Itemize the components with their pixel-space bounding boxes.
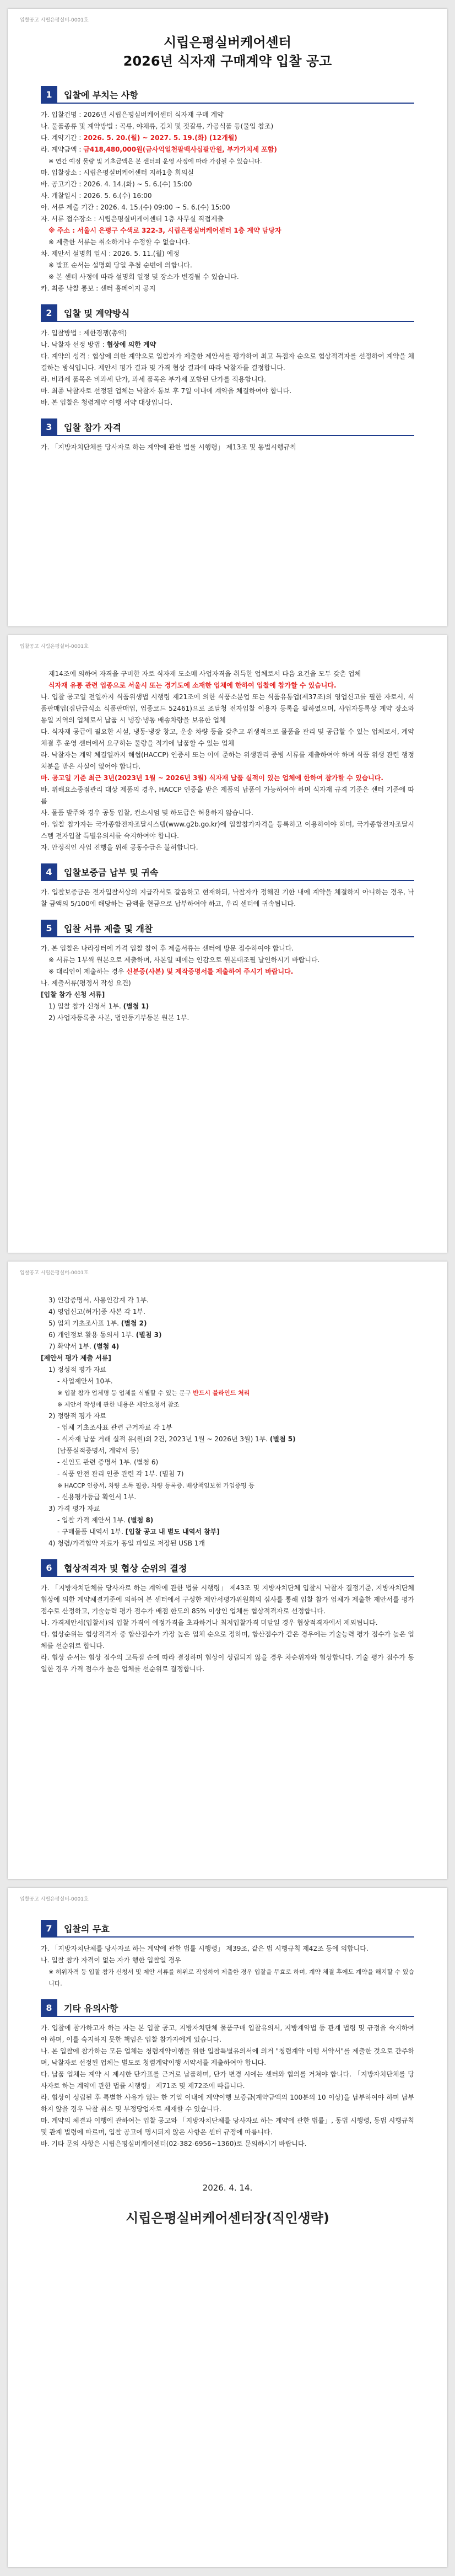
note-line: ※ 대리인이 제출하는 경우 신분증(사본) 및 제작증명서를 제출하여 주시기 바랍니다. bbox=[48, 968, 294, 975]
section-3-body bbox=[41, 442, 414, 453]
text-line: 가. 입찰건명 : 2026년 시립은평실버케어센터 식자재 구매 계약 bbox=[41, 111, 224, 119]
text-line: 가. 입찰보증금은 전자입찰서상의 지급각서로 갈음하고 현재하되, 낙찰자가 정해진 기한 내에 계약을 체결하지 아니하는 경우, 낙찰 금액의 5/100에 해당하는 금액을 현금으로 납부하여야 하고, 우리 센터에 귀속됩니다. bbox=[41, 888, 414, 908]
text-line: 가. 「지방자치단체를 당사자로 하는 계약에 관한 법률 시행령」 제43조 및 지방자치단체 입찰시 낙찰자 결정기준, 지방자치단체 협상에 의한 계약체결기준에 의하여 본 센터에서 구성한 제안서평가위원회의 심사를 통해 입찰 참가 업체가 제출한 제안서를 평가 점수로 산정하고, 기술능력 평가 점수가 배점 한도의 85% 이상인 업체를 협상적격자로 선정합니다. bbox=[41, 1584, 414, 1615]
section-7-body bbox=[41, 1943, 414, 1989]
text-line: 차. 제안서 설명회 일시 : 2026. 5. 11.(월) 예정 bbox=[41, 250, 180, 257]
section-8-head bbox=[41, 1999, 414, 2017]
text-line: 카. 최종 낙찰 통보 : 센터 홈페이지 공지 bbox=[41, 285, 156, 292]
text-line: 나. 물품종류 및 계약방법 : 곡류, 야채류, 김치 및 젓갈류, 가공식품 등(물입 참조) bbox=[41, 122, 274, 130]
section-title: 입찰의 무효 bbox=[64, 1923, 110, 1934]
text-line: 라. 계약금액 : 금418,480,000원(금사억일천팔백사십팔만원, 부가가치세 포함) bbox=[41, 146, 277, 153]
text-line: 가. 입찰방법 : 제한경쟁(총액) bbox=[41, 329, 127, 337]
text-line: 1) 정성적 평가 자료 bbox=[48, 1366, 106, 1373]
section-5-body-cont bbox=[41, 1295, 414, 1549]
text-line: 마. 입찰장소 : 시립은평실버케어센터 지하1층 회의실 bbox=[41, 169, 194, 176]
text-line: 자. 안정적인 사업 진행을 위해 공동수급은 불허합니다. bbox=[41, 844, 198, 851]
section-number: 8 bbox=[41, 1999, 57, 2016]
section-title: 입찰 서류 제출 및 개찰 bbox=[64, 923, 153, 934]
section-3-body-cont bbox=[41, 668, 414, 854]
text-line: 라. 비과세 품목은 비과세 단가, 과세 품목은 부가세 포함된 단가를 적용합니다. bbox=[41, 375, 266, 383]
page-header: 입찰공고 시립은평실버-0001호 bbox=[20, 644, 89, 650]
section-title: 입찰 참가 자격 bbox=[64, 422, 121, 433]
contract-amount: 금418,480,000원(금사억일천팔백사십팔만원, 부가가치세 포함) bbox=[83, 146, 277, 153]
text-line: [입찰 참가 신청 서류] bbox=[41, 991, 105, 999]
section-4-body bbox=[41, 887, 414, 910]
page-1 bbox=[8, 9, 447, 626]
text-line: 다. 계약기간 : 2026. 5. 20.(월) ~ 2027. 5. 19.(화) (12개월) bbox=[41, 134, 237, 142]
text-line: 가. 「지방자치단체를 당사자로 하는 계약에 관한 법률 시행령」 제13조 및 동법시행규칙 bbox=[41, 443, 296, 451]
text-line: 사. 개찰일시 : 2026. 5. 6.(수) 16:00 bbox=[41, 192, 152, 200]
text-line: 아. 입찰 참가자는 국가종합전자조달시스템(www.g2b.go.kr)에 입찰참가자격을 등록하고 이용하여야 하며, 국가종합전자조달시스템 전자입찰 특별유의서를 숙지하여야 합니다. bbox=[41, 820, 414, 840]
note-line: ※ 입찰 참가 업체명 등 업체를 식별할 수 있는 문구 반드시 블라인드 처리 bbox=[57, 1389, 250, 1397]
text-line: 자. 서류 접수장소 : 시립은평실버케어센터 1층 사무실 직접제출 bbox=[41, 215, 224, 223]
section-8-body bbox=[41, 2022, 414, 2150]
note-line: ※ 허위자격 등 입찰 참가 신청서 및 제안 서류를 허위로 작성하여 제출한 경우 입찰을 무효로 하며, 계약 체결 후에도 계약을 해지할 수 있습니다. bbox=[48, 1968, 414, 1987]
text-line: - 식품 안전 관리 인증 관련 각 1부. (별첨 7) bbox=[57, 1470, 184, 1478]
text-line: 제14조에 의하여 자격을 구비한 자로 식자재 도소매 사업자격을 취득한 업체로서 다음 요건을 모두 갖춘 업체 bbox=[48, 670, 361, 678]
text-line: 나. 본 입찰에 참가하는 모든 업체는 청렴계약이행을 위한 입찰특별유의서에 의거 "청렴계약 이행 서약서"를 제출한 것으로 간주하며, 낙찰자로 선정된 업체는 별도로 청렴계약이행 서약서를 제출하여야 합니다. bbox=[41, 2047, 414, 2067]
section-4-head bbox=[41, 863, 414, 881]
text-line: 마. 계약의 체결과 이행에 관하여는 입찰 공고와 「지방자치단체를 당사자로 하는 계약에 관한 법률」, 동법 시행령, 동법 시행규칙 및 관계 법령에 따르며, 입찰 공고에 명시되지 않은 사항은 센터 규정에 따릅니다. bbox=[41, 2117, 414, 2136]
text-line: 7) 확약서 1부. (별첨 4) bbox=[48, 1343, 120, 1350]
text-line: 다. 협상순위는 협상적격자 중 합산점수가 가장 높은 업체 순으로 정하며, 합산점수가 같은 경우에는 기술능력 평가 점수가 높은 업체를 선순위로 합니다. bbox=[41, 1630, 414, 1650]
note-line: ※ 제출한 서류는 취소하거나 수정할 수 없습니다. bbox=[48, 238, 191, 246]
section-1-body bbox=[41, 109, 414, 294]
text-line: 가. 본 입찰은 나라장터에 가격 입찰 참여 후 제출서류는 센터에 방문 접수하여야 합니다. bbox=[41, 944, 294, 952]
text-line: - 구매물품 내역서 1부. [입찰 공고 내 별도 내역서 참부] bbox=[57, 1528, 220, 1536]
text-line: 바. 본 입찰은 청렴계약 이행 서약 대상입니다. bbox=[41, 399, 173, 406]
text-line: 라. 낙찰자는 계약 체결일까지 해썹(HACCP) 인증서 또는 이에 준하는 위생관리 증빙 서류를 제출하여야 하며 식품 위생 관련 행정처분을 받은 사실이 없어야 합니다. bbox=[41, 751, 414, 770]
text-line: 라. 협상 순서는 협상 점수의 고득점 순에 따라 결정하며 협상이 성립되지 않을 경우 차순위자와 협상합니다. 기술 평가 점수가 동일한 경우 가격 점수가 높은 업체를 선순위로 결정합니다. bbox=[41, 1654, 414, 1673]
section-title: 기타 유의사항 bbox=[64, 2003, 118, 2014]
text-line: 마. 공고일 기준 최근 3년(2023년 1월 ~ 2026년 3월) 식자재 납품 실적이 있는 업체에 한하여 참가할 수 있습니다. bbox=[41, 774, 383, 782]
text-line: 바. 위해요소중점관리 대상 제품의 경우, HACCP 인증을 받은 제품의 납품이 가능하여야 하며 식자재 규격 기준은 센터 기준에 따름 bbox=[41, 786, 414, 805]
section-number: 6 bbox=[41, 1559, 57, 1576]
text-line: 2) 사업자등록증 사본, 법인등기부등본 원본 1부. bbox=[48, 1014, 189, 1022]
text-line: 라. 협상이 성립된 후 특별한 사유가 없는 한 기일 이내에 계약이행 보증금(계약금액의 100분의 10 이상)을 납부하여야 하며 납부하지 않을 경우 낙찰 취소 및 부정당업자로 제재할 수 있습니다. bbox=[41, 2094, 414, 2113]
section-title: 입찰보증금 납부 및 귀속 bbox=[64, 867, 159, 878]
text-line: (납품실적증명서, 계약서 등) bbox=[57, 1447, 139, 1455]
section-6-head bbox=[41, 1559, 414, 1577]
text-line: 마. 최종 낙찰자로 선정된 업체는 낙찰자 통보 후 7일 이내에 계약을 체결하여야 합니다. bbox=[41, 387, 292, 395]
page-header: 입찰공고 시립은평실버-0001호 bbox=[20, 18, 89, 23]
text-line: 나. 가격제안서(입찰서)의 입찰 가격이 예정가격을 초과하거나 최저입찰가격 미달일 경우 협상적격자에서 제외됩니다. bbox=[41, 1619, 378, 1627]
text-line: 바. 기타 문의 사항은 시립은평실버케어센터(02-382-6956~1360)로 문의하시기 바랍니다. bbox=[41, 2140, 307, 2148]
text-line: - 입찰 가격 제안서 1부. (별첨 8) bbox=[57, 1516, 154, 1524]
doc-title-line1: 시립은평실버케어센터 bbox=[164, 35, 291, 50]
section-number: 2 bbox=[41, 304, 57, 321]
text-line: 4) 청렴/가격협약 자료가 동일 파일로 저장된 USB 1개 bbox=[48, 1539, 205, 1547]
text-line: - 신인도 관련 증명서 1부. (별첨 6) bbox=[57, 1458, 159, 1466]
note-line: ※ 제안서 작성에 관한 내용은 제안요청서 참조 bbox=[57, 1401, 180, 1408]
section-number: 3 bbox=[41, 418, 57, 435]
text-line: [제안서 평가 제출 서류] bbox=[41, 1354, 111, 1362]
doc-title-line2: 2026년 식자재 구매계약 입찰 공고 bbox=[123, 53, 332, 69]
page-3 bbox=[8, 1262, 447, 1879]
page-header: 입찰공고 시립은평실버-0001호 bbox=[20, 1897, 89, 1902]
text-line: 나. 제출서류(평정서 작성 요건) bbox=[41, 979, 131, 987]
page-4 bbox=[8, 1888, 447, 2567]
note-line: ※ 본 센터 사정에 따라 설명회 일정 및 장소가 변경될 수 있습니다. bbox=[48, 273, 239, 281]
section-title: 입찰에 부치는 사항 bbox=[64, 89, 138, 100]
section-1-head bbox=[41, 86, 414, 104]
announcement-date: 2026. 4. 14. bbox=[202, 2183, 253, 2193]
text-line: 사. 물품 발주와 경우 공동 입찰, 컨소시엄 및 하도급은 허용하지 않습니다. bbox=[41, 809, 253, 817]
section-5-body bbox=[41, 943, 414, 1024]
section-number: 7 bbox=[41, 1920, 57, 1936]
text-line: 6) 개인정보 활용 동의서 1부. (별첨 3) bbox=[48, 1331, 162, 1339]
text-line: 3) 인감증명서, 사용인감계 각 1부. bbox=[48, 1296, 149, 1304]
text-line: 다. 계약의 성격 : 협상에 의한 계약으로 입찰자가 제출한 제안서를 평가하여 최고 득점자 순으로 협상적격자를 선정하여 계약을 체결하는 방식입니다. 제안서 평가 결과 및 가격 협상 결과에 따라 낙찰자를 결정합니다. bbox=[41, 352, 414, 372]
section-2-head bbox=[41, 304, 414, 322]
text-line: - 사업제안서 10부. bbox=[57, 1377, 113, 1385]
text-line: - 업체 기초조사표 관련 근거자료 각 1부 bbox=[57, 1424, 172, 1431]
note-line: ※ HACCP 인증서, 차량 소독 필증, 차량 등록증, 배상책임보험 가입증명 등 bbox=[57, 1482, 254, 1489]
text-line: 나. 입찰 공고일 전일까지 식품위생법 시행령 제21조에 의한 식품소분업 또는 식품유통업(제37조)의 영업신고를 필한 자로서, 식품판매업(집단급식소 식품판매업, 업종코드 52461)으로 조달청 전자입찰 이용자 등록을 필하였으며, 사업자등록상 계약 장소와 동일 지역의 업체로서 납품 시 냉장·냉동 배송차량을 보유한 업체 bbox=[41, 693, 414, 724]
text-line: 1) 입찰 참가 신청서 1부. (별첨 1) bbox=[48, 1002, 149, 1010]
section-number: 4 bbox=[41, 863, 57, 880]
note-line: ※ 연간 예정 물량 및 기초금액은 본 센터의 운영 사정에 따라 가감될 수 있습니다. bbox=[48, 158, 262, 165]
text-line: - 식자재 납품 거래 실적 유(원)외 2건, 2023년 1월 ~ 2026년 3월) 1부. (별첨 5) bbox=[57, 1435, 296, 1443]
section-number: 5 bbox=[41, 920, 57, 936]
text-line: 식자재 유통 관련 업종으로 서울시 또는 경기도에 소재한 업체에 한하여 입찰에 참가할 수 있습니다. bbox=[48, 681, 337, 689]
text-line: 바. 공고기간 : 2026. 4. 14.(화) ~ 5. 6.(수) 15:00 bbox=[41, 180, 192, 188]
text-line: 2) 정량적 평가 자료 bbox=[48, 1412, 106, 1420]
issuer-signature-line: 시립은평실버케어센터장(직인생략) bbox=[126, 2210, 329, 2226]
text-line: 가. 입찰에 참가하고자 하는 자는 본 입찰 공고, 지방자치단체 물품구매 입찰유의서, 지방계약법 등 관계 법령 및 규정을 숙지하여야 하며, 이를 숙지하지 못한 책임은 입찰 참가자에게 있습니다. bbox=[41, 2024, 414, 2043]
section-title: 협상적격자 및 협상 순위의 결정 bbox=[64, 1563, 187, 1574]
text-line: 가. 「지방자치단체를 당사자로 하는 계약에 관한 법률 시행령」 제39조, 같은 법 시행규칙 제42조 등에 의합니다. bbox=[41, 1945, 369, 1952]
section-6-body bbox=[41, 1582, 414, 1675]
text-line: 나. 입찰 참가 자격이 없는 자가 행한 입찰일 경우 bbox=[41, 1956, 181, 1964]
text-line: 나. 낙찰자 선정 방법 : 협상에 의한 계약 bbox=[41, 341, 156, 348]
note-line: ※ 발표 순서는 설명회 당일 추첨 순번에 의합니다. bbox=[48, 261, 192, 269]
section-3-head bbox=[41, 418, 414, 436]
note-line: ※ 주소 : 서울시 은평구 수색로 322-3, 시립은평실버케어센터 1층 계약 담당자 bbox=[48, 227, 281, 234]
contract-period: 2026. 5. 20.(월) ~ 2027. 5. 19.(화) (12개월) bbox=[83, 134, 237, 142]
section-2-body bbox=[41, 328, 414, 409]
section-number: 1 bbox=[41, 86, 57, 103]
text-line: 다. 납품 업체는 계약 시 제시한 단가표를 근거로 납품하며, 단가 변경 시에는 센터와 협의를 거쳐야 합니다. 「지방자치단체를 당사자로 하는 계약에 관한 법률 시행령」 제71조 및 제72조에 따릅니다. bbox=[41, 2070, 414, 2090]
section-7-head bbox=[41, 1920, 414, 1938]
section-5-head bbox=[41, 920, 414, 937]
text-line: 다. 식자재 공급에 필요한 시설, 냉동·냉장 창고, 운송 차량 등을 갖추고 위생적으로 물품을 관리 및 공급할 수 있는 업체로서, 계약 체결 후 운영 센터에서 요구하는 물량을 적기에 납품할 수 있는 업체 bbox=[41, 728, 414, 747]
text-line: 아. 서류 제출 기간 : 2026. 4. 15.(수) 09:00 ~ 5. 6.(수) 15:00 bbox=[41, 203, 230, 211]
page-header: 입찰공고 시립은평실버-0001호 bbox=[20, 1270, 89, 1276]
text-line: 5) 업체 기초조사표 1부. (별첨 2) bbox=[48, 1319, 147, 1327]
note-line: ※ 서류는 1부씩 원본으로 제출하며, 사본일 때에는 인감으로 원본대조필 날인하시기 바랍니다. bbox=[48, 956, 320, 964]
text-line: 3) 가격 평가 자료 bbox=[48, 1505, 100, 1512]
text-line: - 신용평가등급 확인서 1부. bbox=[57, 1493, 137, 1501]
text-line: 4) 영업신고(허가)증 사본 각 1부. bbox=[48, 1308, 145, 1316]
page-2 bbox=[8, 635, 447, 1253]
section-title: 입찰 및 계약방식 bbox=[64, 308, 130, 319]
